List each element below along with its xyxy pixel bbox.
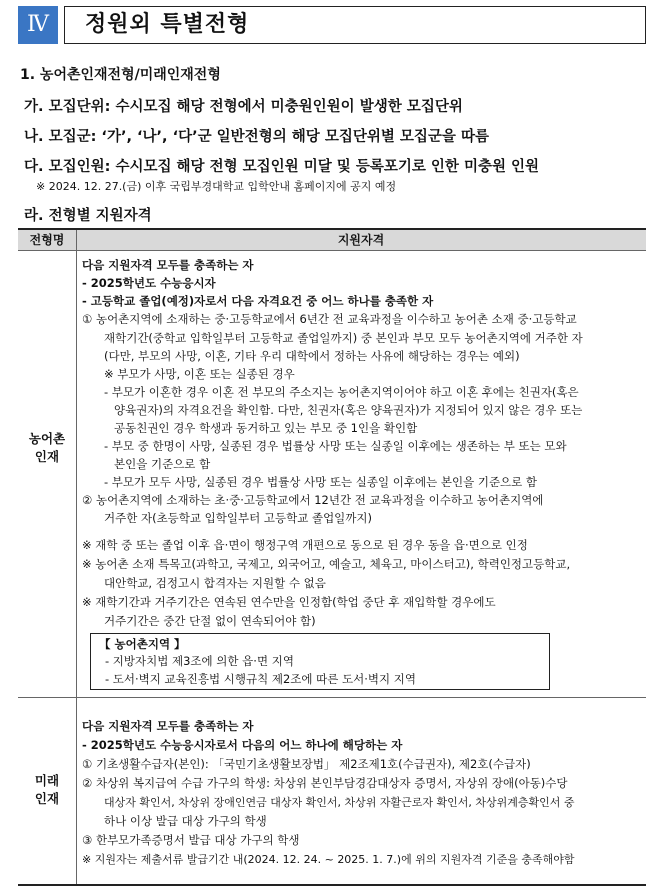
- section-number-badge: Ⅳ: [18, 6, 58, 44]
- farm-line: 재학기간(중학교 입학일부터 고등학교 졸업일까지) 중 본인과 부모 모두 농어촌지역에 거주한 자: [104, 331, 583, 345]
- column-divider: [76, 230, 77, 884]
- future-line: ※ 지원자는 제출서류 발급기간 내(2024. 12. 24. ~ 2025. 1. 7.)에 위의 지원자격 기준을 충족해야함: [82, 853, 575, 866]
- item-na: 나. 모집군: ‘가’, ‘나’, ‘다’군 일반전형의 해당 모집단위별 모집군을 따름: [24, 129, 489, 145]
- farm-region-item: - 도서·벽지 교육진흥법 시행규칙 제2조에 따른 도서·벽지 지역: [105, 672, 416, 686]
- category-future: [18, 772, 76, 808]
- subsection-title: 1. 농어촌인재전형/미래인재전형: [20, 67, 221, 83]
- farm-note: ※ 재학기간과 거주기간은 연속된 연수만을 인정함(학업 중단 후 재입학할 경우에도: [82, 595, 496, 609]
- farm-line: 본인을 기준으로 함: [114, 457, 211, 471]
- future-line: ③ 한부모가족증명서 발급 대상 가구의 학생: [82, 833, 300, 847]
- item-ga: 가. 모집단위: 수시모집 해당 전형에서 미충원인원이 발생한 모집단위: [24, 99, 463, 115]
- future-line: ② 차상위 복지급여 수급 가구의 학생: 차상위 본인부담경감대상자 증명서, 자상위 장애(아동)수당: [82, 776, 568, 790]
- row-divider: [18, 697, 646, 698]
- category-farm-line1: 농어촌: [28, 431, 66, 446]
- farm-line: 공동친권인 경우 학생과 동거하고 있는 부모 중 1인을 확인함: [114, 421, 418, 435]
- table-header-row: [18, 230, 646, 251]
- farm-line: 다음 지원자격 모두를 충족하는 자: [82, 258, 254, 272]
- farm-line: ② 농어촌지역에 소재하는 초·중·고등학교에서 12년간 전 교육과정을 이수하고 농어촌지역에: [82, 493, 544, 507]
- item-da-note: ※ 2024. 12. 27.(금) 이후 국립부경대학교 입학안내 홈페이지에 공지 예정: [36, 180, 397, 193]
- farm-region-box: [90, 633, 550, 690]
- farm-note: 대안학교, 검정고시 합격자는 지원할 수 없음: [104, 576, 326, 590]
- farm-note: ※ 농어촌 소재 특목고(과학고, 국제고, 외국어고, 예술고, 체육고, 마이스터고), 학력인정고등학교,: [82, 557, 571, 571]
- future-line: 하나 이상 발급 대상 가구의 학생: [104, 814, 267, 828]
- category-future-line1: 미래: [34, 773, 60, 788]
- page-title: 정원외 특별전형: [85, 12, 250, 37]
- farm-line: 양육권자)의 자격요건을 확인함. 다만, 친권자(혹은 양육권자)가 지정되어 있지 않은 경우 또는: [114, 403, 583, 417]
- eligibility-table: [18, 228, 646, 886]
- farm-line: ※ 부모가 사망, 이혼 또는 실종된 경우: [104, 367, 295, 381]
- farm-note: 거주기간은 중간 단절 없이 연속되어야 함): [104, 614, 316, 628]
- farm-line: - 부모가 모두 사망, 실종된 경우 법률상 사망 또는 실종일 이후에는 본인을 기준으로 함: [104, 475, 538, 489]
- item-ra: 라. 전형별 지원자격: [24, 208, 152, 224]
- header-type: 전형명: [29, 233, 65, 247]
- future-line: ① 기초생활수급자(본인): 「국민기초생활보장법」 제2조제1호(수급권자), 제2호(수급자): [82, 757, 531, 771]
- farm-region-title: 【 농어촌지역 】: [99, 637, 186, 651]
- future-line: - 2025학년도 수능응시자로서 다음의 어느 하나에 해당하는 자: [82, 738, 403, 752]
- section-header: [18, 6, 646, 44]
- farm-note: ※ 재학 중 또는 졸업 이후 읍·면이 행정구역 개편으로 동으로 된 경우 동을 읍·면으로 인정: [82, 538, 528, 552]
- category-farm-line2: 인재: [34, 449, 60, 464]
- future-line: 다음 지원자격 모두를 충족하는 자: [82, 719, 254, 733]
- category-farm: [18, 430, 76, 466]
- farm-line: - 고등학교 졸업(예정)자로서 다음 자격요건 중 어느 하나를 충족한 자: [82, 294, 434, 308]
- farm-line: ① 농어촌지역에 소재하는 중·고등학교에서 6년간 전 교육과정을 이수하고 농어촌 소재 중·고등학교: [82, 312, 577, 326]
- header-eligibility: 지원자격: [337, 233, 385, 247]
- farm-line: - 부모가 이혼한 경우 이혼 전 부모의 주소지는 농어촌지역이어야 하고 이혼 후에는 친권자(혹은: [104, 385, 579, 399]
- farm-line: 거주한 자(초등학교 입학일부터 고등학교 졸업일까지): [104, 511, 372, 525]
- category-future-line2: 인재: [34, 791, 60, 806]
- farm-line: - 부모 중 한명이 사망, 실종된 경우 법률상 사망 또는 실종일 이후에는 생존하는 부 또는 모와: [104, 439, 567, 453]
- item-da: 다. 모집인원: 수시모집 해당 전형 모집인원 미달 및 등록포기로 인한 미충원 인원: [24, 159, 540, 175]
- future-line: 대상자 확인서, 차상위 장애인연금 대상자 확인서, 차상위 자활근로자 확인서, 차상위계층확인서 중: [104, 796, 575, 809]
- section-title-box: [64, 6, 646, 44]
- farm-region-item: - 지방자치법 제3조에 의한 읍·면 지역: [105, 654, 294, 668]
- farm-line: (다만, 부모의 사망, 이혼, 기타 우리 대학에서 정하는 사유에 해당하는 경우는 예외): [104, 349, 520, 363]
- farm-line: - 2025학년도 수능응시자: [82, 276, 216, 290]
